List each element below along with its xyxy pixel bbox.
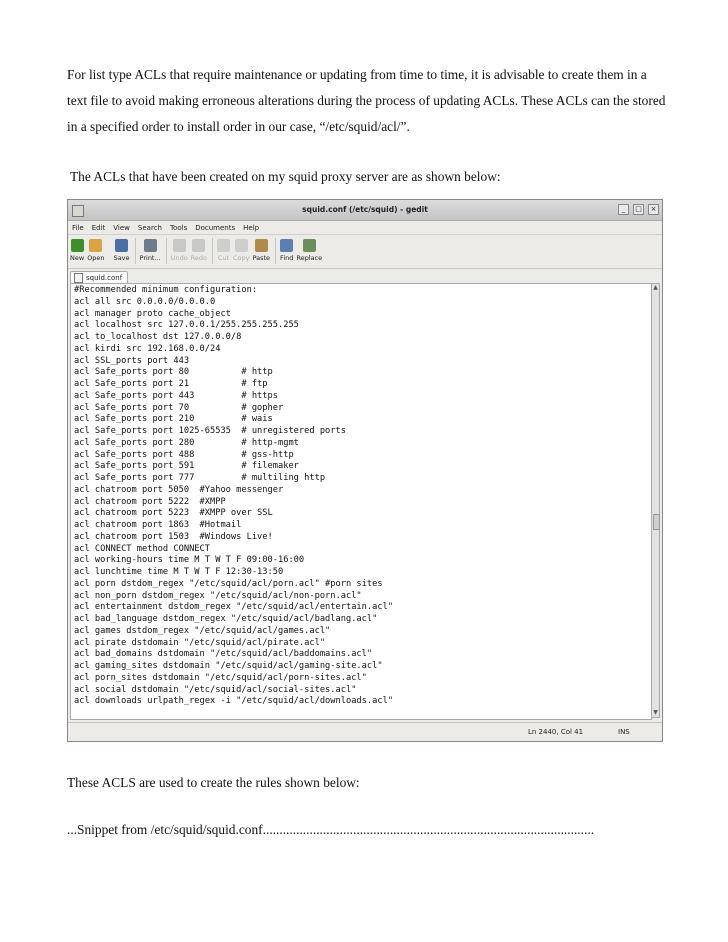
- tab-label: squid.conf: [86, 273, 123, 282]
- open-button[interactable]: Open: [87, 235, 104, 262]
- close-button[interactable]: ×: [648, 204, 659, 215]
- replace-button[interactable]: Replace: [296, 235, 322, 262]
- snippet-heading: ...Snippet from /etc/squid/squid.conf...................................................................................................: [67, 822, 595, 837]
- print-button[interactable]: Print...: [140, 235, 161, 262]
- undo-icon: [173, 239, 186, 252]
- menu-bar: [68, 221, 662, 235]
- vertical-scrollbar[interactable]: [651, 283, 660, 718]
- file-icon: [74, 273, 83, 283]
- text-editor[interactable]: [70, 283, 652, 720]
- find-icon: [280, 239, 293, 252]
- redo-icon: [192, 239, 205, 252]
- minimize-button[interactable]: _: [618, 204, 629, 215]
- undo-button[interactable]: Undo: [171, 235, 188, 262]
- toolbar-separator: [275, 238, 276, 264]
- copy-icon: [235, 239, 248, 252]
- tab-squid-conf[interactable]: [70, 271, 128, 283]
- open-folder-icon: [89, 239, 102, 252]
- rules-intro-paragraph: These ACLS are used to create the rules shown below:: [67, 775, 360, 790]
- cursor-position: Ln 2440, Col 41: [528, 728, 584, 736]
- title-bar: [68, 200, 662, 221]
- file-content: #Recommended minimum configuration: acl all src 0.0.0.0/0.0.0.0 acl manager proto cache_object acl localhost src 127.0.0.1/255.255.255.255 acl to_localhost dst 127.0.0.0/8 acl kirdi src 192.168.0.0/24 acl SSL_ports port 443 acl Safe_ports port 80 # http acl Safe_ports port 21 # ftp acl Safe_ports port 443 # https acl Safe_ports port 70 # gopher acl Safe_ports port 210 # wais acl Safe_ports port 1025-65535 # unregistered ports acl Safe_ports port 280 # http-mgmt acl Safe_ports port 488 # gss-http acl Safe_ports port 591 # filemaker acl Safe_ports port 777 # multiling http acl chatroom port 5050 #Yahoo messenger acl chatroom port 5222 #XMPP acl chatroom port 5223 #XMPP over SSL acl chatroom port 1863 #Hotmail acl chatroom port 1503 #Windows Live! acl CONNECT method CONNECT acl working-hours time M T W T F 09:00-16:00 acl lunchtime time M T W T F 12:30-13:50 acl porn dstdom_regex "/etc/squid/acl/porn.acl" #porn sites acl non_porn dstdom_regex "/etc/squid/acl/non-porn.acl" acl entertainment dstdom_regex "/etc/squid/acl/entertain.acl" acl bad_language dstdom_regex "/etc/squid/acl/badlang.acl" acl games dstdom_regex "/etc/squid/acl/games.acl" acl pirate dstdomain "/etc/squid/acl/pirate.acl" acl bad_domains dstdomain "/etc/squid/acl/baddomains.acl" acl gaming_sites dstdomain "/etc/squid/acl/gaming-site.acl" acl porn_sites dstdomain "/etc/squid/acl/porn-sites.acl" acl social dstdomain "/etc/squid/acl/social-sites.acl" acl downloads urlpath_regex -i "/etc/squid/acl/downloads.acl": [74, 285, 394, 707]
- scroll-down-icon[interactable]: ▼: [653, 709, 658, 716]
- new-document-icon: [71, 239, 84, 252]
- menu-documents[interactable]: Documents: [195, 223, 236, 232]
- scroll-up-icon[interactable]: ▲: [653, 284, 658, 291]
- print-icon: [144, 239, 157, 252]
- maximize-button[interactable]: □: [633, 204, 644, 215]
- gedit-window-screenshot: [67, 199, 663, 742]
- toolbar-separator: [135, 238, 136, 264]
- acl-intro-paragraph: The ACLs that have been created on my squid proxy server are as shown below:: [70, 169, 501, 184]
- menu-help[interactable]: Help: [243, 223, 260, 232]
- find-button[interactable]: Find: [280, 235, 293, 262]
- cut-button[interactable]: Cut: [217, 235, 230, 262]
- toolbar-separator: [212, 238, 213, 264]
- window-title: squid.conf (/etc/squid) - gedit: [302, 205, 428, 214]
- document-tabs: [68, 269, 662, 283]
- copy-button[interactable]: Copy: [233, 235, 250, 262]
- menu-tools[interactable]: Tools: [169, 223, 188, 232]
- menu-search[interactable]: Search: [137, 223, 162, 232]
- intro-paragraph: For list type ACLs that require maintenance or updating from time to time, it is advisable to create them in a text file to avoid making erroneous alterations during the process of updating ACLs. These ACLs can the stored in a specified order to install order in our case, “/etc/squid/acl/”.: [67, 67, 666, 134]
- new-button[interactable]: New: [70, 235, 84, 262]
- menu-view[interactable]: View: [113, 223, 130, 232]
- save-icon: [115, 239, 128, 252]
- paste-icon: [255, 239, 268, 252]
- menu-edit[interactable]: Edit: [91, 223, 106, 232]
- insert-mode: INS: [618, 728, 630, 736]
- redo-button[interactable]: Redo: [191, 235, 207, 262]
- paste-button[interactable]: Paste: [253, 235, 271, 262]
- menu-file[interactable]: File: [72, 223, 84, 232]
- toolbar-separator: [166, 238, 167, 264]
- save-button[interactable]: Save: [114, 235, 130, 262]
- cut-icon: [217, 239, 230, 252]
- toolbar: [68, 235, 662, 269]
- replace-icon: [303, 239, 316, 252]
- scrollbar-thumb[interactable]: [653, 514, 660, 530]
- window-controls: [618, 204, 659, 215]
- status-bar: [68, 722, 662, 741]
